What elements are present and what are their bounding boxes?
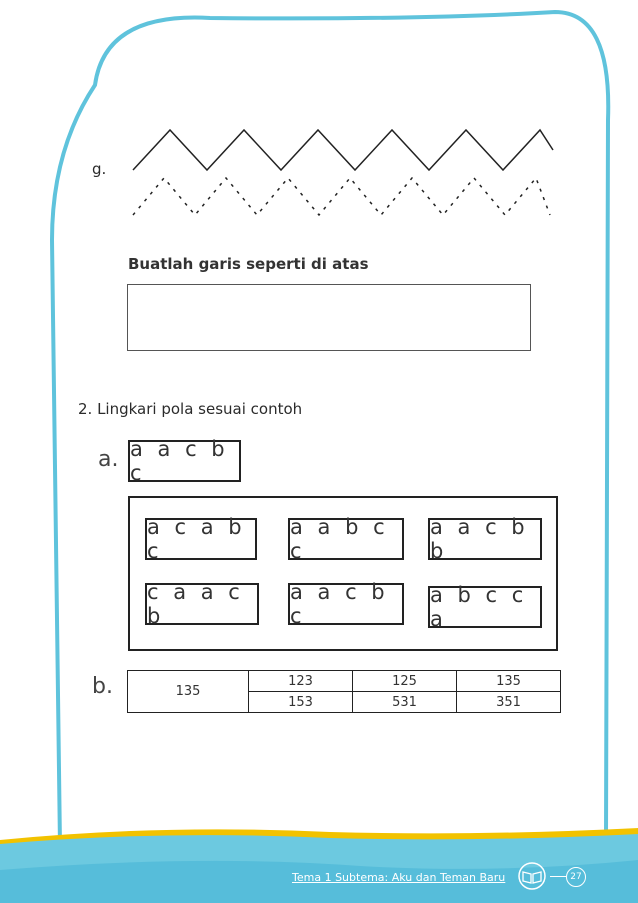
- number-option-cell[interactable]: 125: [353, 671, 457, 692]
- number-option-cell[interactable]: 153: [249, 692, 353, 713]
- item-b-label: b.: [92, 674, 113, 699]
- pattern-option[interactable]: a c a b c: [145, 518, 257, 560]
- item-a-label: a.: [98, 447, 119, 472]
- page-number: 27: [566, 867, 586, 887]
- example-pattern-a: a a c b c: [128, 440, 241, 482]
- pattern-option[interactable]: a a c b c: [288, 583, 404, 625]
- instruction-text: Buatlah garis seperti di atas: [128, 255, 369, 273]
- pattern-option[interactable]: a a b c c: [288, 518, 404, 560]
- zigzag-pattern: [128, 125, 558, 225]
- number-option-cell[interactable]: 351: [457, 692, 561, 713]
- drawing-box[interactable]: [127, 284, 531, 351]
- number-option-cell[interactable]: 135: [457, 671, 561, 692]
- footer-divider: [550, 876, 566, 877]
- table-row: [128, 671, 561, 692]
- number-pattern-table: [127, 670, 561, 713]
- footer-title: Tema 1 Subtema: Aku dan Teman Baru: [292, 871, 506, 884]
- zigzag-dotted-line: [133, 178, 550, 215]
- item-g-label: g.: [92, 160, 107, 178]
- example-number-cell: 135: [128, 671, 249, 713]
- zigzag-solid-line: [133, 130, 553, 170]
- number-option-cell[interactable]: 123: [249, 671, 353, 692]
- pattern-option[interactable]: a b c c a: [428, 586, 542, 628]
- pattern-option[interactable]: a a c b b: [428, 518, 542, 560]
- pattern-option[interactable]: c a a c b: [145, 583, 259, 625]
- book-icon: [514, 862, 550, 890]
- section-2-title: 2. Lingkari pola sesuai contoh: [78, 400, 303, 418]
- number-option-cell[interactable]: 531: [353, 692, 457, 713]
